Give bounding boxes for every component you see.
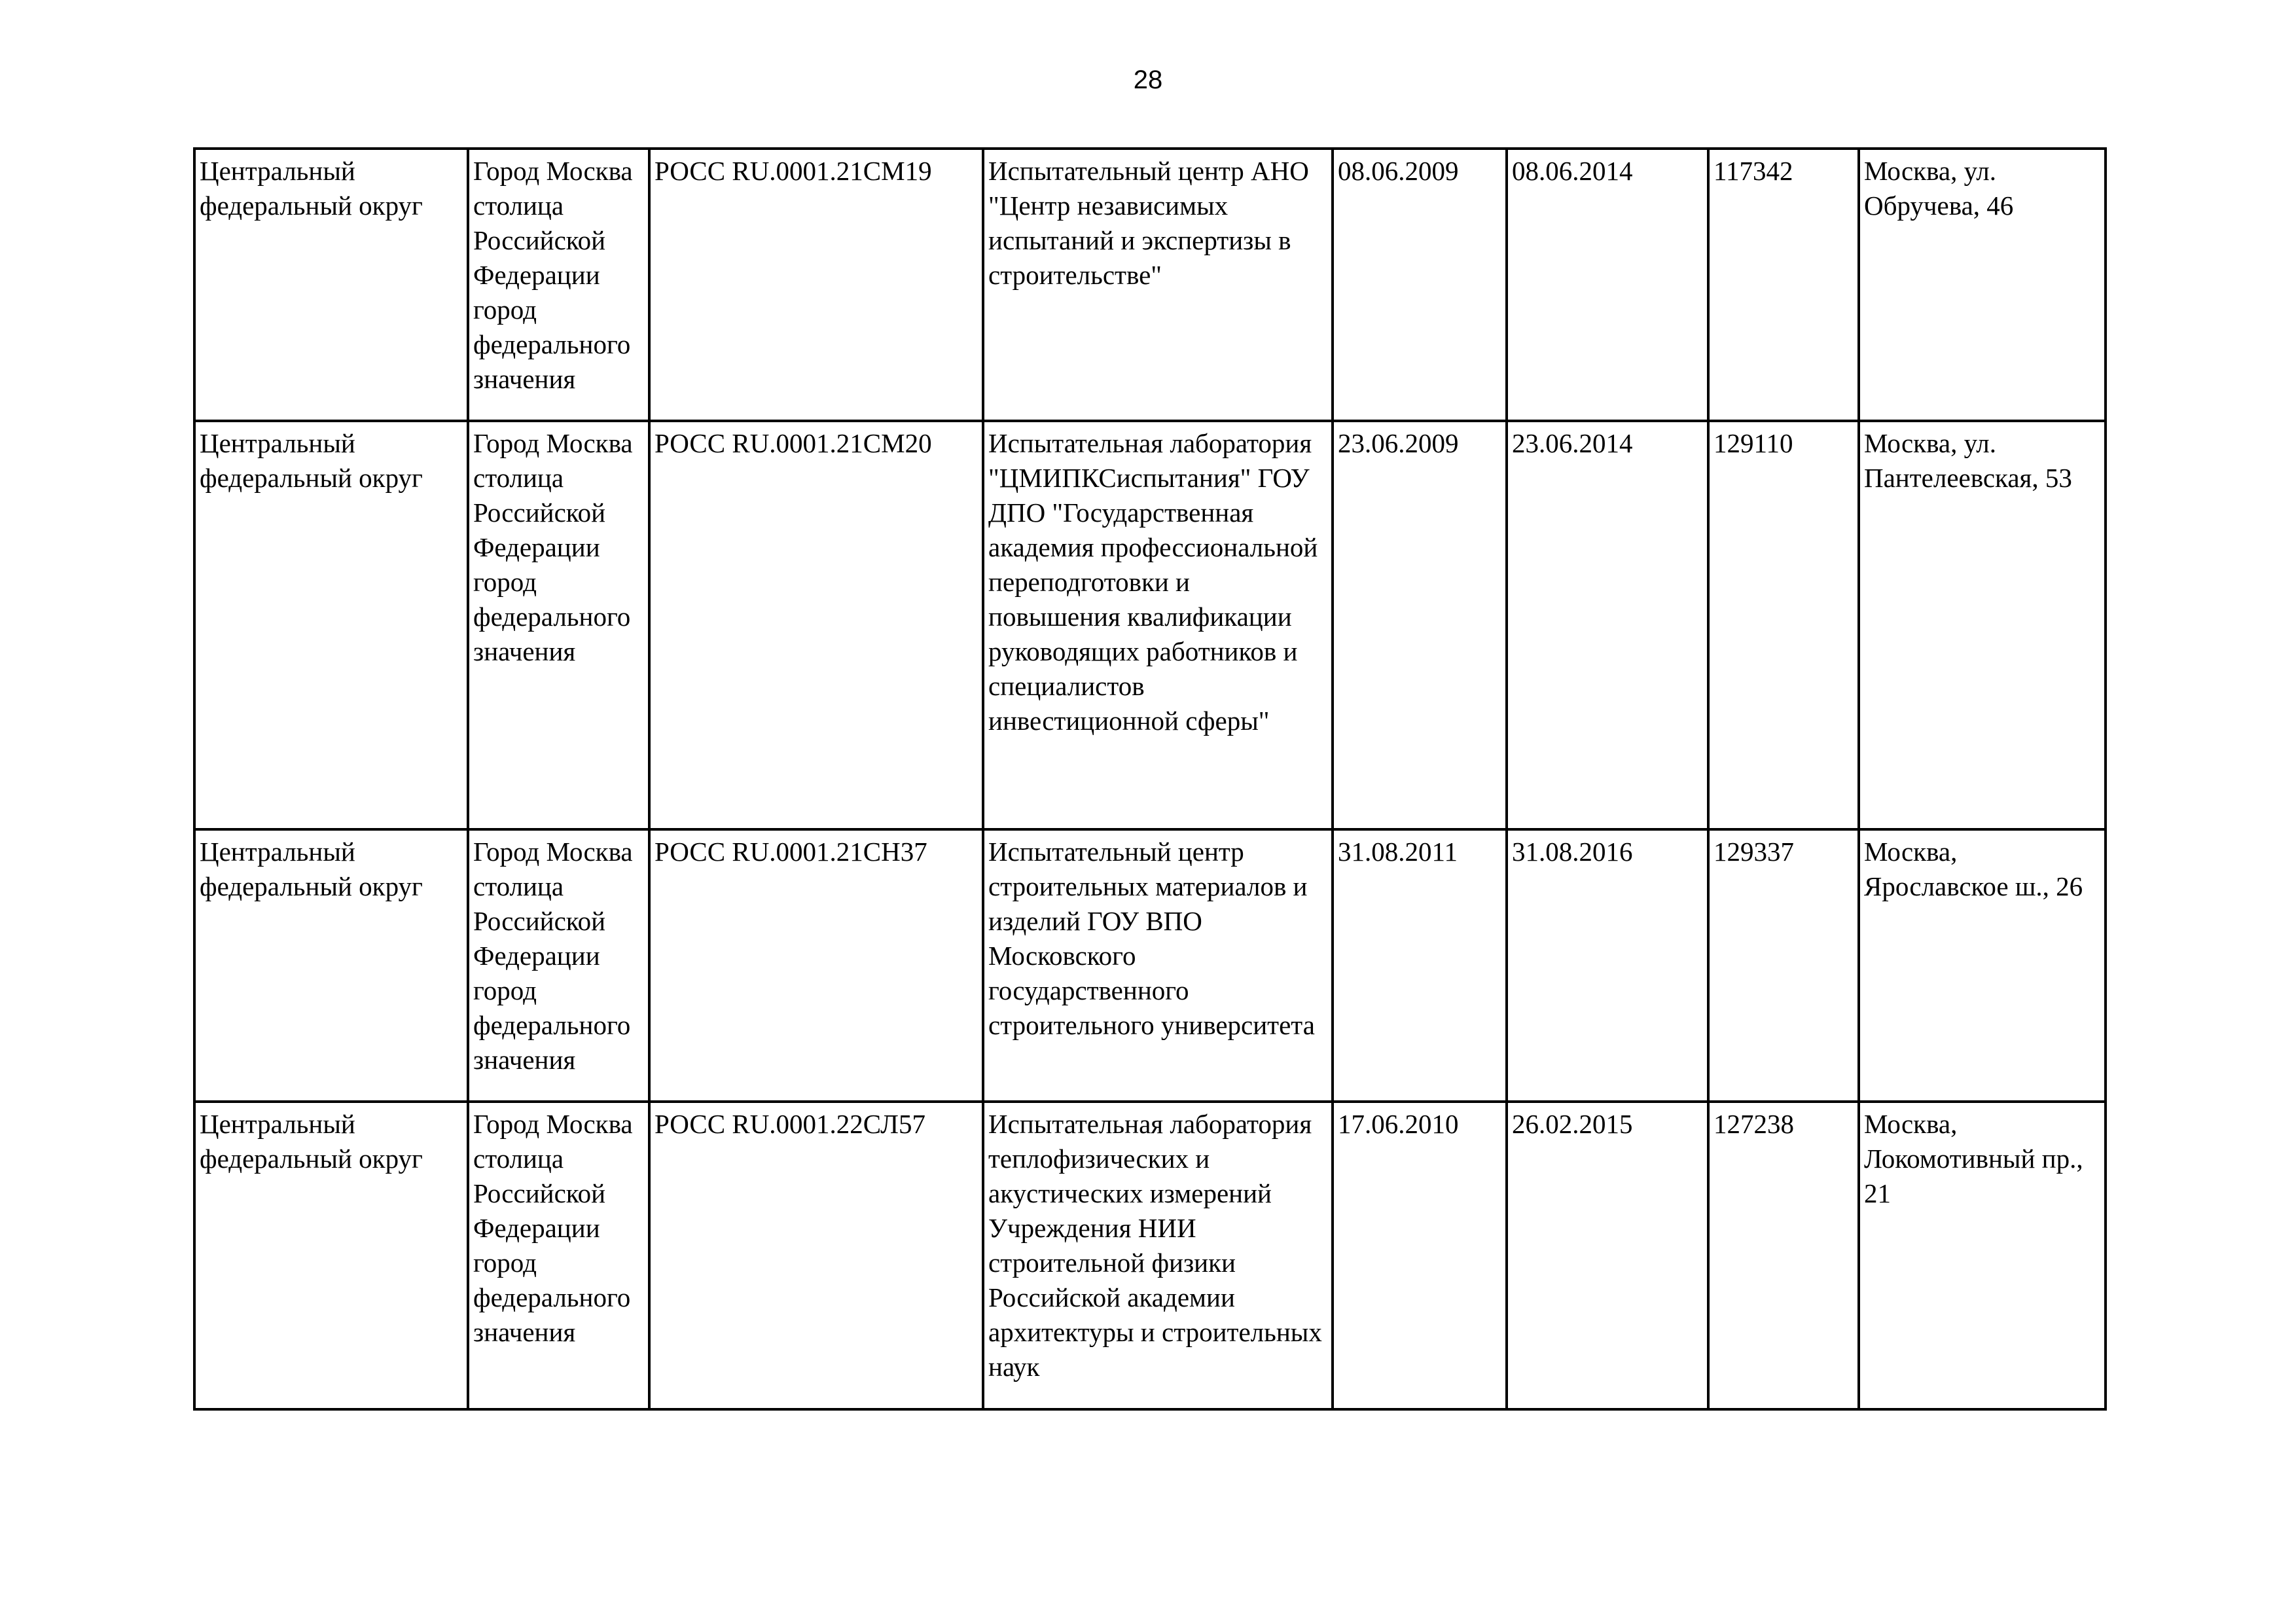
table-row	[194, 829, 2106, 1102]
address-cell: Москва, Локомотивный пр., 21	[1859, 1102, 2106, 1409]
address-cell: Москва, ул. Пантелеевская, 53	[1859, 421, 2106, 829]
table-row	[194, 149, 2106, 421]
region-cell: Город Москва столица Российской Федерации город федерального значения	[468, 829, 649, 1102]
region-cell: Город Москва столица Российской Федерации город федерального значения	[468, 421, 649, 829]
reg-number-cell: РОСС RU.0001.21СМ20	[649, 421, 983, 829]
date-issued-cell: 23.06.2009	[1333, 421, 1507, 829]
district-cell: Центральный федеральный округ	[194, 829, 468, 1102]
table-row	[194, 1102, 2106, 1409]
organization-cell: Испытательная лаборатория теплофизических и акустических измерений Учреждения НИИ строительной физики Российской академии архитектуры и строительных наук	[983, 1102, 1333, 1409]
postal-code-cell: 127238	[1708, 1102, 1859, 1409]
date-issued-cell: 08.06.2009	[1333, 149, 1507, 421]
postal-code-cell: 129337	[1708, 829, 1859, 1102]
table-row	[194, 421, 2106, 829]
address-cell: Москва, Ярославское ш., 26	[1859, 829, 2106, 1102]
reg-number-cell: РОСС RU.0001.21СН37	[649, 829, 983, 1102]
organization-cell: Испытательный центр АНО "Центр независимых испытаний и экспертизы в строительстве"	[983, 149, 1333, 421]
reg-number-cell: РОСС RU.0001.22СЛ57	[649, 1102, 983, 1409]
address-cell: Москва, ул. Обручева, 46	[1859, 149, 2106, 421]
postal-code-cell: 129110	[1708, 421, 1859, 829]
date-valid-cell: 31.08.2016	[1507, 829, 1708, 1102]
district-cell: Центральный федеральный округ	[194, 421, 468, 829]
date-valid-cell: 23.06.2014	[1507, 421, 1708, 829]
date-valid-cell: 08.06.2014	[1507, 149, 1708, 421]
postal-code-cell: 117342	[1708, 149, 1859, 421]
organization-cell: Испытательная лаборатория "ЦМИПКСиспытания" ГОУ ДПО "Государственная академия профессиональной переподготовки и повышения квалификации руководящих работников и специалистов инвестиционной сферы"	[983, 421, 1333, 829]
date-issued-cell: 17.06.2010	[1333, 1102, 1507, 1409]
district-cell: Центральный федеральный округ	[194, 1102, 468, 1409]
registry-table	[193, 147, 2107, 1411]
date-valid-cell: 26.02.2015	[1507, 1102, 1708, 1409]
district-cell: Центральный федеральный округ	[194, 149, 468, 421]
date-issued-cell: 31.08.2011	[1333, 829, 1507, 1102]
region-cell: Город Москва столица Российской Федерации город федерального значения	[468, 149, 649, 421]
region-cell: Город Москва столица Российской Федерации город федерального значения	[468, 1102, 649, 1409]
organization-cell: Испытательный центр строительных материалов и изделий ГОУ ВПО Московского государственного строительного университета	[983, 829, 1333, 1102]
reg-number-cell: РОСС RU.0001.21СМ19	[649, 149, 983, 421]
page-number: 28	[1133, 65, 1163, 94]
